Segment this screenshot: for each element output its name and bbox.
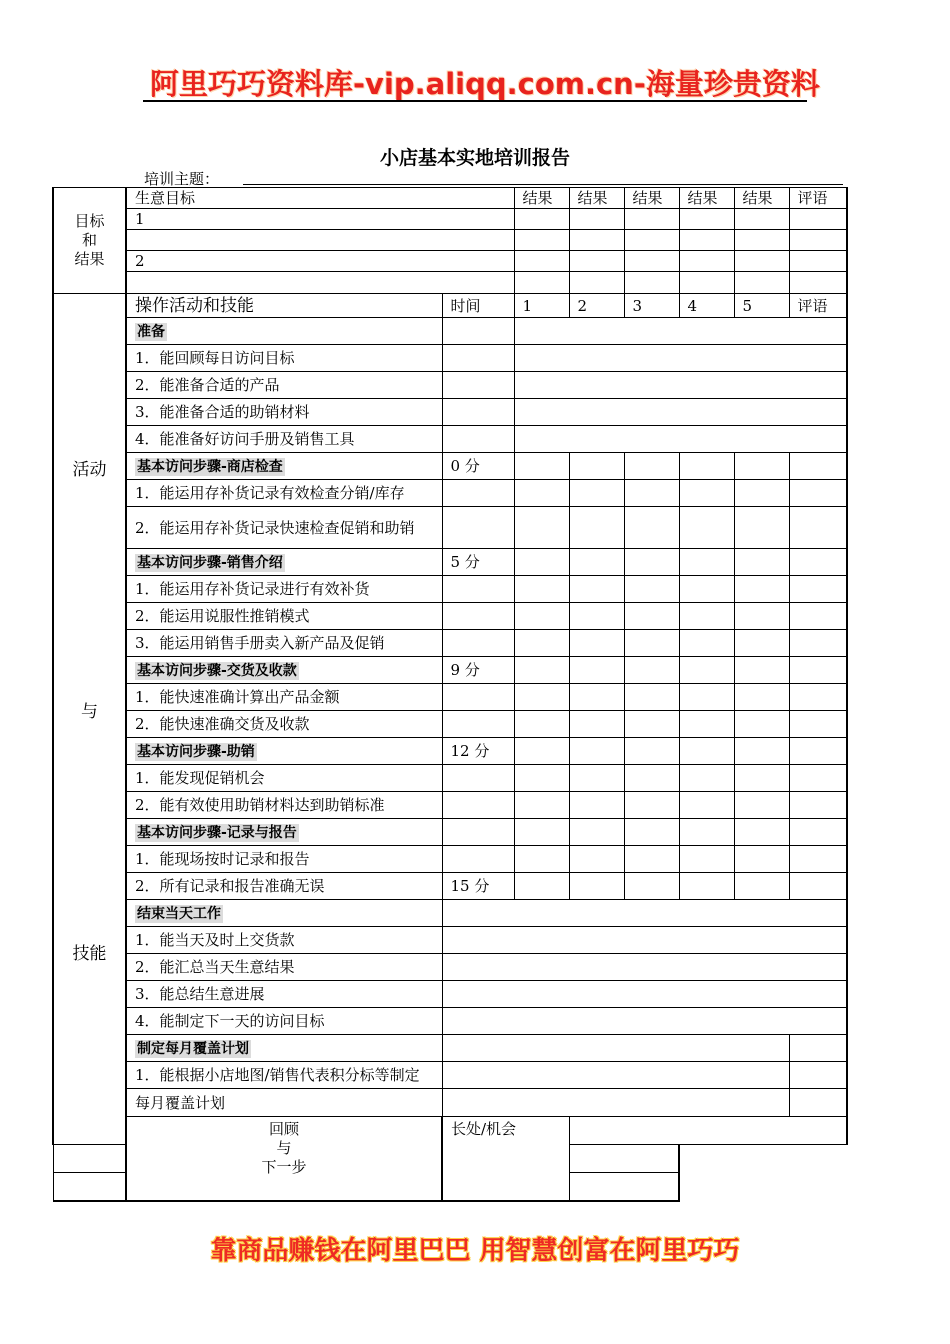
score-cell[interactable] bbox=[514, 480, 569, 507]
review-row bbox=[53, 1173, 847, 1201]
goal-cell[interactable] bbox=[569, 230, 624, 251]
score-cell[interactable] bbox=[679, 657, 734, 684]
skills-label: 技能 bbox=[72, 944, 107, 964]
skill-row bbox=[53, 711, 847, 738]
review-row bbox=[53, 1117, 847, 1145]
comment-cell[interactable] bbox=[789, 1035, 847, 1062]
score-col-5: 5 bbox=[734, 294, 789, 318]
comment-cell[interactable] bbox=[789, 453, 847, 480]
review-line[interactable] bbox=[53, 1173, 679, 1201]
score-cell[interactable] bbox=[734, 738, 789, 765]
score-cell[interactable] bbox=[679, 603, 734, 630]
score-cell[interactable] bbox=[734, 603, 789, 630]
goal-cell[interactable] bbox=[624, 251, 679, 272]
goal-cell[interactable] bbox=[624, 272, 679, 294]
skills-header-row bbox=[53, 294, 847, 318]
comment-cell[interactable] bbox=[789, 738, 847, 765]
business-goal-header: 生意目标 bbox=[126, 188, 514, 209]
skill-item: 2．能准备合适的产品 bbox=[126, 372, 442, 399]
score-cell[interactable] bbox=[569, 792, 624, 819]
comment-cell[interactable] bbox=[789, 603, 847, 630]
skill-item: 1．能回顾每日访问目标 bbox=[126, 345, 442, 372]
score-cell[interactable] bbox=[514, 765, 569, 792]
time-cell: 9 分 bbox=[442, 657, 514, 684]
review-section-label: 回顾 与 下一步 bbox=[126, 1117, 442, 1201]
score-col-2: 2 bbox=[569, 294, 624, 318]
goal-cell[interactable] bbox=[569, 272, 624, 294]
time-cell: 5 分 bbox=[442, 549, 514, 576]
goal-cell[interactable] bbox=[734, 272, 789, 294]
time-cell[interactable] bbox=[442, 819, 514, 846]
activity-skill-header: 操作活动和技能 bbox=[126, 294, 442, 318]
score-cell[interactable] bbox=[624, 630, 679, 657]
skill-row bbox=[53, 873, 847, 900]
group-title: 基本访问步骤-记录与报告 bbox=[126, 819, 442, 846]
score-cell[interactable] bbox=[679, 507, 734, 549]
score-cell[interactable] bbox=[514, 738, 569, 765]
score-cell[interactable] bbox=[514, 819, 569, 846]
comment-cell[interactable] bbox=[789, 1089, 847, 1117]
score-cell[interactable] bbox=[514, 684, 569, 711]
score-cell[interactable] bbox=[734, 711, 789, 738]
score-cell[interactable] bbox=[679, 819, 734, 846]
strengths-opportunities-label: 长处/机会 bbox=[451, 1120, 517, 1138]
comment-cell[interactable] bbox=[789, 711, 847, 738]
goal-blank[interactable] bbox=[126, 272, 514, 294]
merged-cell[interactable] bbox=[442, 981, 847, 1008]
score-cell[interactable] bbox=[514, 549, 569, 576]
score-cell[interactable] bbox=[569, 684, 624, 711]
score-cell[interactable] bbox=[734, 480, 789, 507]
result-col-3: 结果 bbox=[624, 188, 679, 209]
score-col-3: 3 bbox=[624, 294, 679, 318]
result-col-1: 结果 bbox=[514, 188, 569, 209]
score-cell[interactable] bbox=[624, 792, 679, 819]
score-cell[interactable] bbox=[569, 657, 624, 684]
skill-row bbox=[53, 507, 847, 549]
score-cell[interactable] bbox=[624, 603, 679, 630]
group-header-row bbox=[53, 453, 847, 480]
and-label: 与 bbox=[81, 702, 98, 722]
skill-row bbox=[53, 927, 847, 954]
skill-item: 3．能运用销售手册卖入新产品及促销 bbox=[126, 630, 442, 657]
group-title: 基本访问步骤-助销 bbox=[126, 738, 442, 765]
score-cell[interactable] bbox=[734, 453, 789, 480]
time-cell[interactable] bbox=[442, 630, 514, 657]
skill-row bbox=[53, 603, 847, 630]
group-title: 基本访问步骤-商店检查 bbox=[126, 453, 442, 480]
score-cell[interactable] bbox=[624, 576, 679, 603]
watermark-banner-bottom: 靠商品赚钱在阿里巴巴 用智慧创富在阿里巧巧 bbox=[210, 1236, 740, 1266]
time-cell[interactable] bbox=[442, 318, 514, 345]
score-cell[interactable] bbox=[679, 576, 734, 603]
score-cell[interactable] bbox=[624, 480, 679, 507]
skill-item: 1．能运用存补货记录进行有效补货 bbox=[126, 576, 442, 603]
time-cell[interactable] bbox=[442, 603, 514, 630]
score-cell[interactable] bbox=[624, 507, 679, 549]
score-cell[interactable] bbox=[569, 603, 624, 630]
banner-underline bbox=[143, 100, 807, 102]
score-merged-cell[interactable] bbox=[514, 426, 847, 453]
watermark-banner-top: 阿里巧巧资料库-vip.aliqq.com.cn-海量珍贵资料 bbox=[150, 67, 820, 101]
score-cell[interactable] bbox=[679, 711, 734, 738]
score-cell[interactable] bbox=[569, 873, 624, 900]
goal-cell[interactable] bbox=[624, 230, 679, 251]
goal-cell[interactable] bbox=[679, 251, 734, 272]
time-cell[interactable] bbox=[442, 480, 514, 507]
time-cell[interactable] bbox=[442, 792, 514, 819]
score-cell[interactable] bbox=[514, 630, 569, 657]
skill-row bbox=[53, 981, 847, 1008]
time-cell[interactable] bbox=[442, 426, 514, 453]
score-cell[interactable] bbox=[569, 453, 624, 480]
score-col-4: 4 bbox=[679, 294, 734, 318]
score-cell[interactable] bbox=[624, 453, 679, 480]
group-header-row bbox=[53, 549, 847, 576]
score-cell[interactable] bbox=[734, 507, 789, 549]
skill-row bbox=[53, 1089, 847, 1117]
comment-cell[interactable] bbox=[789, 630, 847, 657]
score-cell[interactable] bbox=[624, 549, 679, 576]
score-cell[interactable] bbox=[679, 480, 734, 507]
goal-cell[interactable] bbox=[789, 251, 847, 272]
goal-cell[interactable] bbox=[514, 209, 569, 230]
comment-cell[interactable] bbox=[789, 765, 847, 792]
goal-cell[interactable] bbox=[514, 230, 569, 251]
skill-row bbox=[53, 765, 847, 792]
group-header-row bbox=[53, 900, 847, 927]
review-line[interactable] bbox=[53, 1145, 679, 1173]
merged-cell[interactable] bbox=[442, 927, 847, 954]
skill-item: 1．能根据小店地图/销售代表积分标等制定 bbox=[126, 1062, 442, 1089]
comment-cell[interactable] bbox=[789, 792, 847, 819]
score-cell[interactable] bbox=[624, 684, 679, 711]
goal-cell[interactable] bbox=[679, 209, 734, 230]
time-cell: 12 分 bbox=[442, 738, 514, 765]
activity-label: 活动 bbox=[72, 460, 107, 480]
score-cell[interactable] bbox=[624, 873, 679, 900]
time-cell[interactable] bbox=[442, 684, 514, 711]
goal-cell[interactable] bbox=[569, 251, 624, 272]
goals-header-row bbox=[53, 188, 847, 209]
skill-item: 2．能汇总当天生意结果 bbox=[126, 954, 442, 981]
comment-header: 评语 bbox=[789, 294, 847, 318]
score-cell[interactable] bbox=[569, 507, 624, 549]
score-cell[interactable] bbox=[679, 684, 734, 711]
group-header-row bbox=[53, 819, 847, 846]
skill-item: 2．所有记录和报告准确无误 bbox=[126, 873, 442, 900]
score-cell[interactable] bbox=[734, 765, 789, 792]
score-cell[interactable] bbox=[569, 711, 624, 738]
score-merged-cell[interactable] bbox=[514, 345, 847, 372]
skill-item: 2．能快速准确交货及收款 bbox=[126, 711, 442, 738]
comment-cell[interactable] bbox=[789, 507, 847, 549]
score-cell[interactable] bbox=[514, 576, 569, 603]
score-cell[interactable] bbox=[514, 846, 569, 873]
goal-row bbox=[53, 251, 847, 272]
skill-item: 4．能准备好访问手册及销售工具 bbox=[126, 426, 442, 453]
skill-item: 3．能准备合适的助销材料 bbox=[126, 399, 442, 426]
merged-cell[interactable] bbox=[442, 1008, 847, 1035]
score-cell[interactable] bbox=[569, 576, 624, 603]
score-cell[interactable] bbox=[514, 657, 569, 684]
score-cell[interactable] bbox=[514, 507, 569, 549]
score-cell[interactable] bbox=[679, 846, 734, 873]
score-cell[interactable] bbox=[569, 738, 624, 765]
time-cell: 15 分 bbox=[442, 873, 514, 900]
score-cell[interactable] bbox=[624, 738, 679, 765]
time-cell[interactable] bbox=[442, 372, 514, 399]
score-cell[interactable] bbox=[569, 819, 624, 846]
document-title: 小店基本实地培训报告 bbox=[379, 147, 570, 169]
comment-cell[interactable] bbox=[789, 1062, 847, 1089]
score-cell[interactable] bbox=[734, 549, 789, 576]
group-header-row bbox=[53, 738, 847, 765]
comment-cell[interactable] bbox=[789, 684, 847, 711]
goal-cell[interactable] bbox=[789, 209, 847, 230]
score-cell[interactable] bbox=[679, 630, 734, 657]
result-col-5: 结果 bbox=[734, 188, 789, 209]
goal-cell[interactable] bbox=[624, 209, 679, 230]
score-cell[interactable] bbox=[734, 657, 789, 684]
skill-item: 4．能制定下一天的访问目标 bbox=[126, 1008, 442, 1035]
goal-row bbox=[53, 230, 847, 251]
skill-row bbox=[53, 1008, 847, 1035]
goal-cell[interactable] bbox=[734, 230, 789, 251]
goal-row bbox=[53, 272, 847, 294]
goal-cell[interactable] bbox=[789, 230, 847, 251]
skill-item: 1．能发现促销机会 bbox=[126, 765, 442, 792]
score-cell[interactable] bbox=[624, 846, 679, 873]
review-line[interactable] bbox=[569, 1117, 847, 1145]
goal-cell[interactable] bbox=[514, 272, 569, 294]
time-cell[interactable] bbox=[442, 576, 514, 603]
score-cell[interactable] bbox=[624, 657, 679, 684]
score-cell[interactable] bbox=[679, 549, 734, 576]
skill-row bbox=[53, 954, 847, 981]
score-cell[interactable] bbox=[569, 765, 624, 792]
comment-col: 评语 bbox=[789, 188, 847, 209]
skill-row bbox=[53, 426, 847, 453]
score-cell[interactable] bbox=[514, 792, 569, 819]
time-cell[interactable] bbox=[442, 711, 514, 738]
comment-cell[interactable] bbox=[789, 657, 847, 684]
score-cell[interactable] bbox=[734, 792, 789, 819]
goal-cell[interactable] bbox=[679, 272, 734, 294]
skill-item: 3．能总结生意进展 bbox=[126, 981, 442, 1008]
score-cell[interactable] bbox=[514, 603, 569, 630]
merged-cell[interactable] bbox=[442, 1035, 789, 1062]
group-title: 准备 bbox=[126, 318, 442, 345]
score-cell[interactable] bbox=[514, 711, 569, 738]
skill-row bbox=[53, 1062, 847, 1089]
time-cell[interactable] bbox=[442, 345, 514, 372]
group-header-row bbox=[53, 318, 847, 345]
training-topic-field[interactable] bbox=[243, 184, 843, 185]
score-col-1: 1 bbox=[514, 294, 569, 318]
comment-cell[interactable] bbox=[789, 873, 847, 900]
activity-skills-section-label bbox=[53, 294, 126, 1145]
score-cell[interactable] bbox=[679, 792, 734, 819]
skill-item: 1．能当天及时上交货款 bbox=[126, 927, 442, 954]
score-cell[interactable] bbox=[679, 765, 734, 792]
goal-cell[interactable] bbox=[514, 251, 569, 272]
group-header-row bbox=[53, 1035, 847, 1062]
comment-cell[interactable] bbox=[789, 819, 847, 846]
goal-cell[interactable] bbox=[789, 272, 847, 294]
time-cell[interactable] bbox=[442, 399, 514, 426]
skill-item: 1．能现场按时记录和报告 bbox=[126, 846, 442, 873]
goal-cell[interactable] bbox=[734, 209, 789, 230]
score-cell[interactable] bbox=[734, 576, 789, 603]
score-cell[interactable] bbox=[734, 873, 789, 900]
goal-cell[interactable] bbox=[569, 209, 624, 230]
skill-item: 1．能运用存补货记录有效检查分销/库存 bbox=[126, 480, 442, 507]
time-cell[interactable] bbox=[442, 846, 514, 873]
review-row bbox=[53, 1145, 847, 1173]
goal-label: 2 bbox=[126, 251, 514, 272]
score-cell[interactable] bbox=[569, 630, 624, 657]
score-cell[interactable] bbox=[734, 846, 789, 873]
comment-cell[interactable] bbox=[789, 576, 847, 603]
skill-row bbox=[53, 576, 847, 603]
score-merged-cell[interactable] bbox=[514, 318, 847, 345]
score-cell[interactable] bbox=[679, 738, 734, 765]
goal-row bbox=[53, 209, 847, 230]
score-merged-cell[interactable] bbox=[514, 399, 847, 426]
comment-cell[interactable] bbox=[789, 846, 847, 873]
score-cell[interactable] bbox=[679, 873, 734, 900]
result-col-4: 结果 bbox=[679, 188, 734, 209]
score-cell[interactable] bbox=[514, 873, 569, 900]
time-header: 时间 bbox=[442, 294, 514, 318]
score-cell[interactable] bbox=[624, 711, 679, 738]
skill-item: 1．能快速准确计算出产品金额 bbox=[126, 684, 442, 711]
score-cell[interactable] bbox=[514, 453, 569, 480]
skill-row bbox=[53, 480, 847, 507]
training-topic-label: 培训主题： bbox=[144, 170, 220, 188]
score-cell[interactable] bbox=[569, 480, 624, 507]
score-cell[interactable] bbox=[624, 765, 679, 792]
comment-cell[interactable] bbox=[789, 549, 847, 576]
score-cell[interactable] bbox=[569, 549, 624, 576]
group-title: 结束当天工作 bbox=[126, 900, 442, 927]
goal-label: 1 bbox=[126, 209, 514, 230]
goals-section-label: 目标 和 结果 bbox=[53, 188, 126, 294]
training-report-table bbox=[52, 187, 848, 1202]
score-cell[interactable] bbox=[734, 684, 789, 711]
score-cell[interactable] bbox=[624, 819, 679, 846]
skill-item: 2．能运用说服性推销模式 bbox=[126, 603, 442, 630]
time-cell: 0 分 bbox=[442, 453, 514, 480]
skill-row bbox=[53, 684, 847, 711]
comment-cell[interactable] bbox=[789, 480, 847, 507]
skill-item: 2．能运用存补货记录快速检查促销和助销 bbox=[126, 507, 442, 549]
time-cell[interactable] bbox=[442, 765, 514, 792]
score-cell[interactable] bbox=[569, 846, 624, 873]
score-merged-cell[interactable] bbox=[514, 372, 847, 399]
skill-row bbox=[53, 630, 847, 657]
result-col-2: 结果 bbox=[569, 188, 624, 209]
goal-cell[interactable] bbox=[679, 230, 734, 251]
score-cell[interactable] bbox=[679, 453, 734, 480]
score-cell[interactable] bbox=[734, 819, 789, 846]
group-title: 基本访问步骤-销售介绍 bbox=[126, 549, 442, 576]
skill-row bbox=[53, 372, 847, 399]
goal-cell[interactable] bbox=[734, 251, 789, 272]
merged-cell[interactable] bbox=[442, 1089, 789, 1117]
skill-row bbox=[53, 345, 847, 372]
goal-blank[interactable] bbox=[126, 230, 514, 251]
group-title: 基本访问步骤-交货及收款 bbox=[126, 657, 442, 684]
merged-cell[interactable] bbox=[442, 1062, 789, 1089]
merged-cell[interactable] bbox=[442, 954, 847, 981]
group-header-row bbox=[53, 657, 847, 684]
time-cell[interactable] bbox=[442, 507, 514, 549]
skill-row bbox=[53, 792, 847, 819]
skill-row bbox=[53, 846, 847, 873]
skill-item: 每月覆盖计划 bbox=[126, 1089, 442, 1117]
skill-item: 2．能有效使用助销材料达到助销标准 bbox=[126, 792, 442, 819]
score-cell[interactable] bbox=[734, 630, 789, 657]
group-title: 制定每月覆盖计划 bbox=[126, 1035, 442, 1062]
skill-row bbox=[53, 399, 847, 426]
merged-cell[interactable] bbox=[442, 900, 847, 927]
